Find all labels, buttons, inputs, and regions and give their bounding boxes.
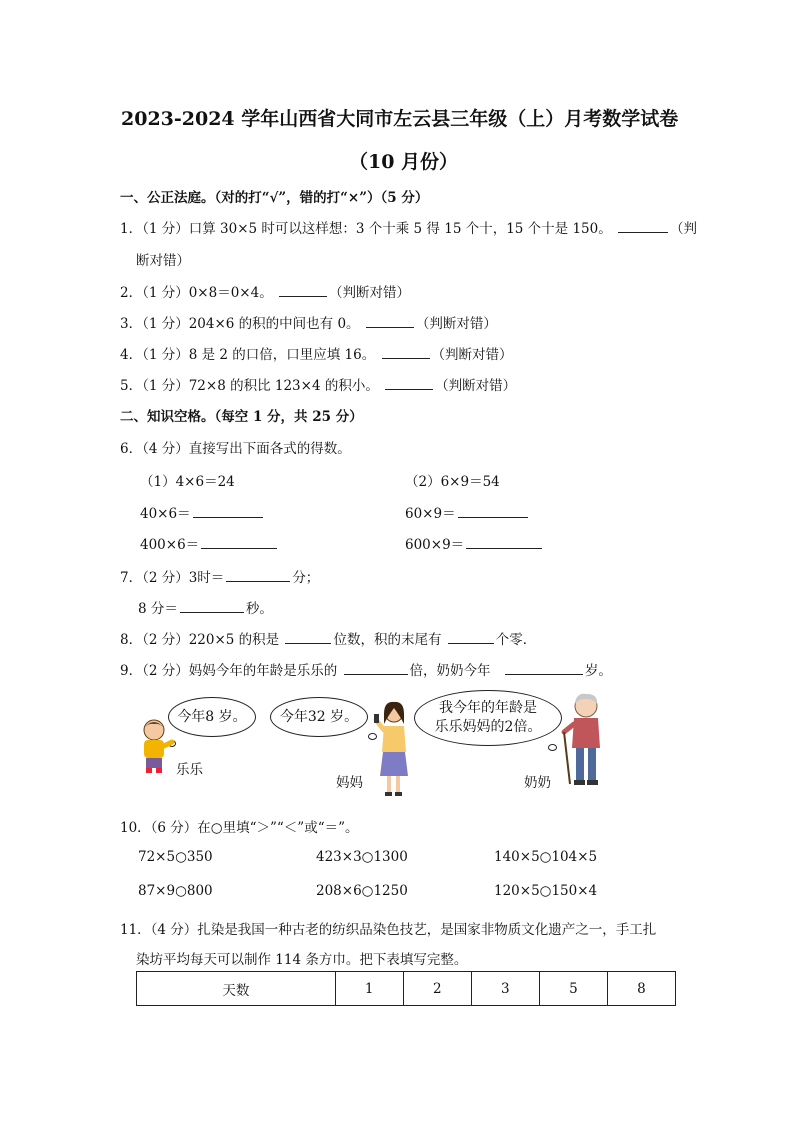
question-7b-text: 8 分＝ — [138, 601, 178, 617]
question-8-text: 位数，积的末尾有 — [333, 632, 442, 648]
question-5-text: 5．（1 分）72×8 的积比 123×4 的积小。 — [120, 378, 379, 394]
unit-label: 秒。 — [245, 601, 273, 617]
lele-figure — [136, 718, 176, 776]
question-8 — [120, 628, 536, 648]
question-8-text: 个零． — [495, 632, 537, 648]
question-4 — [120, 343, 513, 363]
question-2-text: 2．（1 分）0×8＝0×4。 — [120, 285, 273, 301]
q6-example-right: （2）6×9＝54 — [405, 474, 500, 490]
nainai-figure — [556, 692, 608, 788]
section-2-heading: 二、知识空格。（每空 1 分，共 25 分） — [120, 409, 363, 425]
q6-expression: 60×9＝ — [405, 506, 456, 522]
speech-text: 我今年的年龄是 — [439, 700, 537, 716]
days-table — [136, 971, 676, 1006]
compare-item[interactable]: 72×5○350 — [138, 849, 213, 865]
compare-item[interactable]: 423×3○1300 — [316, 849, 408, 865]
question-1-text: 1．（1 分）口算 30×5 时可以这样想：3 个十乘 5 得 15 个十，15 个十是 150。 — [120, 221, 612, 237]
speech-text: 今年32 岁。 — [279, 708, 359, 725]
compare-item[interactable]: 208×6○1250 — [316, 883, 408, 899]
question-2 — [120, 281, 410, 301]
answer-blank[interactable] — [385, 375, 433, 390]
judge-hint: （判断对错） — [415, 316, 497, 332]
q6-expression: 600×9＝ — [405, 537, 465, 553]
question-10: 10．（6 分）在○里填“＞”“＜”或“＝”。 — [120, 820, 359, 836]
label-nainai: 奶奶 — [524, 775, 551, 791]
q6-expression: 40×6＝ — [140, 506, 191, 522]
answer-blank[interactable] — [505, 660, 583, 675]
q6-expression: 400×6＝ — [140, 537, 200, 553]
exam-subtitle: （10 月份） — [349, 151, 459, 173]
answer-blank[interactable] — [193, 503, 263, 518]
exam-title: 2023-2024 学年山西省大同市左云县三年级（上）月考数学试卷 — [121, 108, 679, 130]
table-cell: 8 — [607, 972, 675, 1006]
question-9-text: 岁。 — [584, 663, 612, 679]
mama-figure — [370, 700, 414, 798]
answer-blank[interactable] — [466, 534, 542, 549]
speech-text: 今年8 岁。 — [177, 708, 247, 725]
question-3-text: 3．（1 分）204×6 的积的中间也有 0。 — [120, 316, 360, 332]
compare-item[interactable]: 87×9○800 — [138, 883, 213, 899]
question-1-cont: 断对错） — [136, 253, 190, 269]
question-8-text: 8．（2 分）220×5 的积是 — [120, 632, 280, 648]
question-5 — [120, 374, 516, 394]
judge-hint: （判断对错） — [329, 285, 410, 301]
q6-item — [405, 502, 530, 522]
question-1 — [120, 217, 697, 237]
question-7 — [120, 566, 319, 586]
answer-blank[interactable] — [344, 660, 408, 675]
question-11-cont: 染坊平均每天可以制作 114 条方巾。把下表填写完整。 — [136, 952, 468, 968]
speech-text: 乐乐妈妈的2倍。 — [434, 719, 542, 735]
question-11: 11．（4 分）扎染是我国一种古老的纺织品染色技艺，是国家非物质文化遗产之一，手工扎 — [120, 922, 657, 938]
question-6: 6．（4 分）直接写出下面各式的得数。 — [120, 441, 351, 457]
q6-item — [140, 533, 279, 553]
judge-hint: （判断对错） — [431, 347, 513, 363]
section-1-heading: 一、公正法庭。（对的打“√”，错的打“×”）（5 分） — [120, 190, 429, 206]
answer-blank[interactable] — [279, 282, 327, 297]
answer-blank[interactable] — [201, 534, 277, 549]
q6-item — [140, 502, 265, 522]
compare-item[interactable]: 120×5○150×4 — [494, 883, 598, 899]
table-row — [137, 972, 676, 1006]
question-9-text: 9．（2 分）妈妈今年的年龄是乐乐的 — [120, 663, 338, 679]
speech-bubble-lele — [168, 697, 256, 737]
answer-blank[interactable] — [285, 629, 331, 644]
answer-blank[interactable] — [458, 503, 528, 518]
question-4-text: 4．（1 分）8 是 2 的口倍，口里应填 16。 — [120, 347, 376, 363]
question-3 — [120, 312, 497, 332]
question-7-b — [138, 597, 273, 617]
speech-bubble-mama — [270, 697, 368, 737]
unit-label: 分； — [292, 570, 320, 586]
table-cell: 1 — [335, 972, 403, 1006]
answer-blank[interactable] — [448, 629, 494, 644]
q6-item — [405, 533, 544, 553]
answer-blank[interactable] — [366, 313, 414, 328]
judge-hint: （判断对错） — [435, 378, 517, 394]
table-cell: 天数 — [137, 972, 336, 1006]
table-cell: 5 — [539, 972, 607, 1006]
answer-blank[interactable] — [226, 567, 290, 582]
question-7-text: 7．（2 分）3时＝ — [120, 570, 225, 586]
compare-item[interactable]: 140×5○104×5 — [494, 849, 598, 865]
speech-bubble-nainai — [414, 690, 562, 746]
answer-blank[interactable] — [382, 344, 430, 359]
q6-example-left: （1）4×6＝24 — [140, 474, 235, 490]
label-mama: 妈妈 — [336, 775, 363, 791]
question-9-text: 倍，奶奶今年 — [409, 663, 491, 679]
table-cell: 2 — [403, 972, 471, 1006]
question-1-judge: （判 — [670, 221, 698, 237]
label-lele: 乐乐 — [176, 762, 203, 778]
answer-blank[interactable] — [618, 218, 668, 233]
table-cell: 3 — [471, 972, 539, 1006]
answer-blank[interactable] — [180, 598, 244, 613]
question-9 — [120, 659, 612, 679]
